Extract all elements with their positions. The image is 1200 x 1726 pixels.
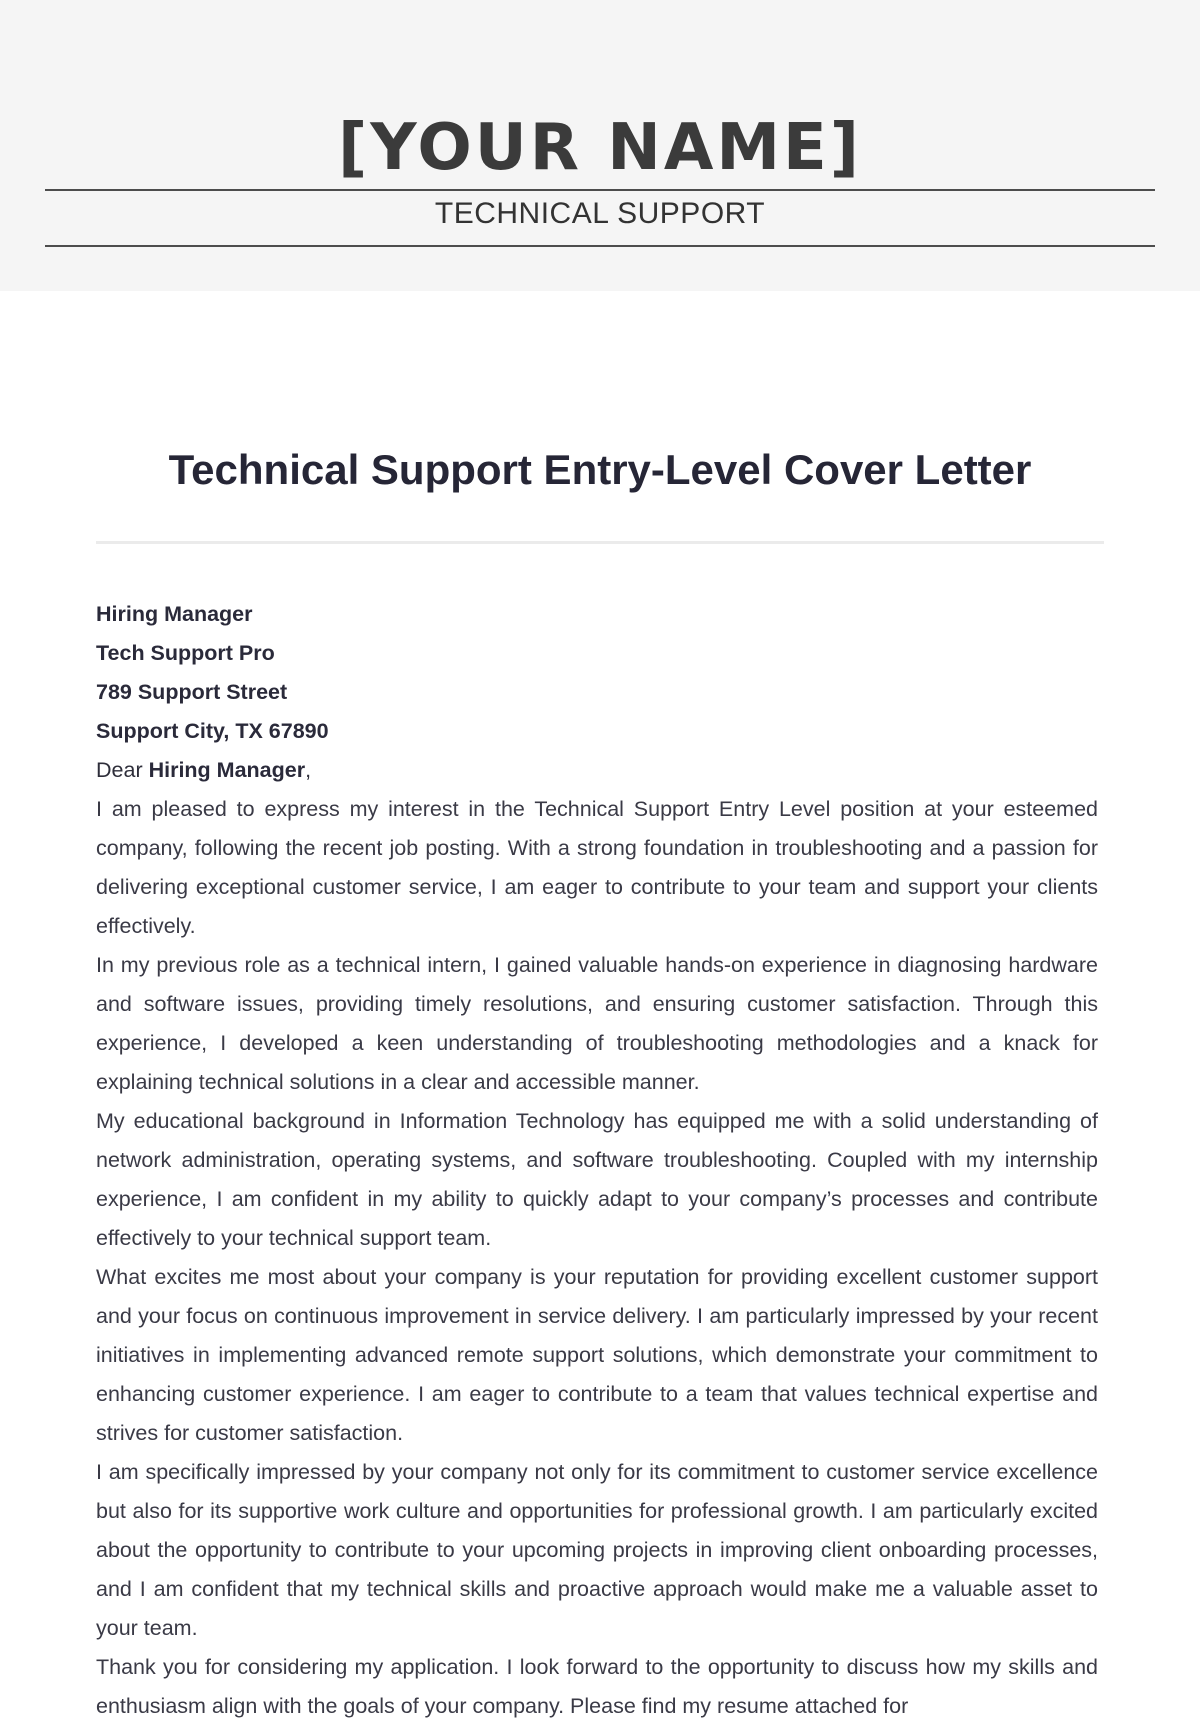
paragraph-experience: In my previous role as a technical intern, I gained valuable hands-on experience in diagnosing hardware and software issues, providing timely resolutions, and ensuring customer satisfaction. Through this experience, I developed a keen understanding of troubleshooting methodologies and a knack for explaining technical solutions in a clear and accessible manner. <box>96 953 1098 1094</box>
paragraph-closing: Thank you for considering my application. I look forward to the opportunity to discuss how my skills and enthusiasm align with the goals of your company. Please find my resume attached for <box>96 1655 1098 1718</box>
salutation-suffix: , <box>305 758 312 782</box>
salutation <box>96 751 1098 790</box>
paragraph-company-interest: What excites me most about your company is your reputation for providing excellent customer support and your focus on continuous improvement in service delivery. I am particularly impressed by your recent initiatives in implementing advanced remote support solutions, which demonstrate your commitment to enhancing customer experience. I am eager to contribute to a team that values technical expertise and strives for customer satisfaction. <box>96 1265 1098 1445</box>
salutation-prefix: Dear <box>96 758 149 782</box>
paragraph-culture: I am specifically impressed by your company not only for its commitment to customer service excellence but also for its supportive work culture and opportunities for professional growth. I am particularly excited about the opportunity to contribute to your upcoming projects in improving client onboarding processes, and I am confident that my technical skills and proactive approach would make me a valuable asset to your team. <box>96 1460 1098 1640</box>
recipient-city: Support City, TX 67890 <box>96 719 329 743</box>
letterhead-bottom-rule <box>45 245 1155 247</box>
applicant-name: [YOUR NAME] <box>338 111 862 185</box>
recipient-street: 789 Support Street <box>96 680 288 704</box>
recipient-company: Tech Support Pro <box>96 641 275 665</box>
title-divider <box>96 541 1104 544</box>
letterhead <box>0 0 1200 291</box>
applicant-role: TECHNICAL SUPPORT <box>434 197 766 230</box>
letterhead-top-rule <box>45 189 1155 191</box>
paragraph-interest: I am pleased to express my interest in the Technical Support Entry Level position at your esteemed company, following the recent job posting. With a strong foundation in troubleshooting and a passion for delivering exceptional customer service, I am eager to contribute to your team and support your clients effectively. <box>96 797 1098 938</box>
paragraph-education: My educational background in Information Technology has equipped me with a solid understanding of network administration, operating systems, and software troubleshooting. Coupled with my internship experience, I am confident in my ability to quickly adapt to your company’s processes and contribute effectively to your technical support team. <box>96 1109 1098 1250</box>
document-title: Technical Support Entry-Level Cover Letter <box>168 446 1032 493</box>
recipient-name: Hiring Manager <box>96 602 253 626</box>
salutation-name: Hiring Manager <box>148 758 306 782</box>
letter-body <box>96 595 1098 1726</box>
